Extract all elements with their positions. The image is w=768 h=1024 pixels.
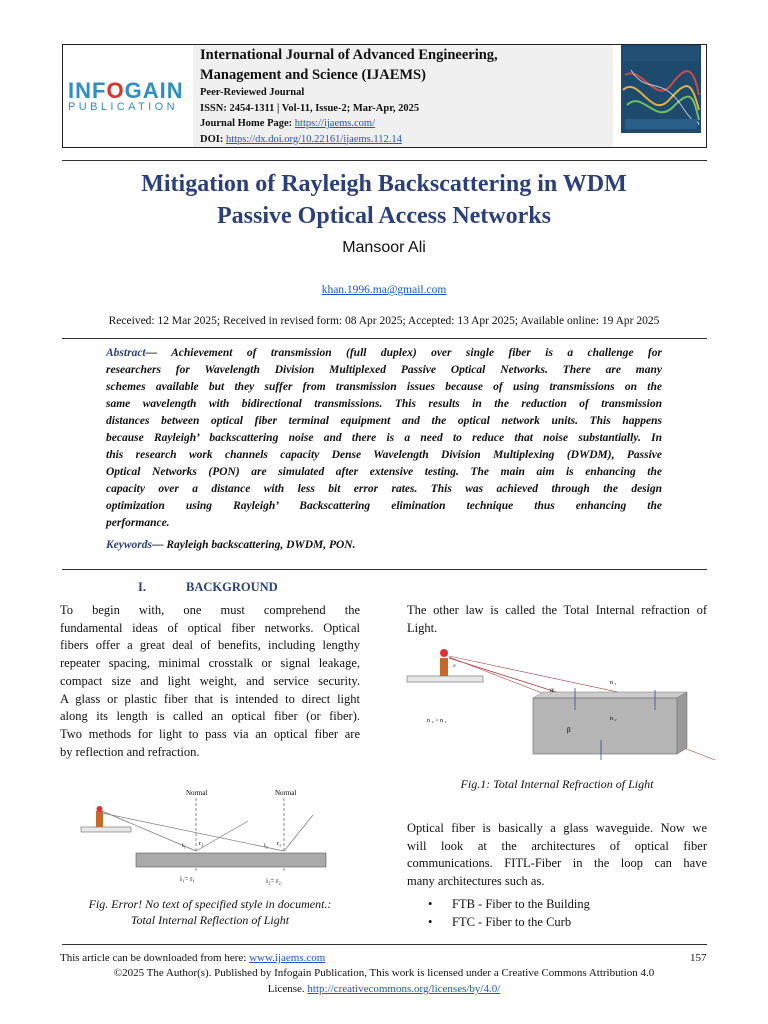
abstract-line: because Rayleigh’ backscattering noise and there is a need to reduce that noise substantially. In bbox=[106, 432, 662, 444]
background-line: Two methods for light to pass via an optical fiber are bbox=[60, 726, 360, 741]
author-name: Mansoor Ali bbox=[342, 239, 426, 256]
label-i1: i₁ bbox=[182, 842, 187, 849]
peer-reviewed: Peer-Reviewed Journal bbox=[200, 87, 305, 98]
normal-label-2: Normal bbox=[275, 789, 297, 797]
publisher-logo: INFOGAIN PUBLICATION bbox=[68, 78, 184, 113]
waveguide-line: Optical fiber is basically a glass waveguide. Now we bbox=[407, 821, 707, 835]
background-line: fibers offer a great deal of benefits, including lengthy bbox=[60, 638, 360, 653]
journal-title: International Journal of Advanced Engineering, bbox=[200, 47, 498, 63]
abstract-line: researchers for Wavelength Division Multiplexed Passive Optical Networks. There are many bbox=[106, 364, 662, 376]
label-a: a bbox=[453, 663, 456, 669]
issn-line: ISSN: 2454-1311 | Vol-11, Issue-2; Mar-Apr, 2025 bbox=[200, 102, 420, 114]
list-item: • FTB - Fiber to the Building bbox=[428, 897, 590, 911]
bullet-list bbox=[428, 895, 590, 931]
abstract-line: capacity over a distance with less bit error rates. This was achieved through the design bbox=[106, 483, 662, 495]
section-number: I. bbox=[138, 580, 146, 594]
abstract-bottom-rule bbox=[62, 569, 707, 570]
abstract-line: schemes available but they suffer from transmission issues because of using transmissions on the bbox=[106, 381, 662, 393]
journal-cover-image bbox=[621, 45, 701, 133]
homepage-line: Journal Home Page: https://ijaems.com/ bbox=[200, 118, 375, 129]
waveguide-line: communications. FITL-Fiber in the loop can have bbox=[407, 856, 707, 871]
waveguide-line: will look at the architectures of optical fiber bbox=[407, 838, 707, 853]
waveguide-paragraph bbox=[407, 820, 707, 891]
other-law-line: Light. bbox=[407, 620, 438, 635]
license-link[interactable]: http://creativecommons.org/licenses/by/4.0/ bbox=[307, 983, 501, 995]
author-email-row bbox=[0, 284, 768, 296]
abstract-line: Optical Networks (PON) are simulated after extensive testing. The main aim is enhancing the bbox=[106, 466, 662, 478]
journal-info bbox=[200, 45, 610, 147]
keywords: Keywords— Rayleigh backscattering, DWDM, PON. bbox=[106, 539, 356, 551]
footer-rule bbox=[62, 944, 707, 945]
download-line: This article can be downloaded from here: www.ijaems.com bbox=[60, 952, 326, 964]
license-text: ©2025 The Author(s). Published by Infogain Publication, This work is licensed under a Creative Commons Attribution 4.0 License. http://creativecommons.org/licenses/by/4.0/ bbox=[113, 967, 655, 995]
reflection-figure bbox=[78, 783, 338, 888]
abstract-line: performance. bbox=[106, 517, 170, 529]
eq-1: i₁= r₁ bbox=[180, 875, 195, 883]
background-line: along its length is called an optical fiber (or fiber). bbox=[60, 709, 360, 724]
doi-line: DOI: https://dx.doi.org/10.22161/ijaems.112.14 bbox=[200, 133, 402, 145]
header-rule bbox=[62, 160, 707, 161]
fig-right-caption: Fig.1: Total Internal Refraction of Light bbox=[460, 777, 654, 791]
label-r1: r₁ bbox=[199, 840, 204, 847]
label-n-relation: n ₂ > n ₁ bbox=[427, 718, 447, 724]
abstract bbox=[106, 345, 662, 532]
fig-left-caption: Fig. Error! No text of specified style in document.: Total Internal Reflection of Light bbox=[88, 897, 332, 927]
label-alpha: α bbox=[550, 686, 554, 694]
background-line: A glass or plastic fiber that is intended to direct light bbox=[60, 691, 360, 706]
abstract-line: this research work channels capacity Dense Wavelength Division Multiplexing (DWDM), Passive bbox=[106, 449, 662, 461]
abstract-top-rule bbox=[62, 338, 707, 339]
homepage-link[interactable]: https://ijaems.com/ bbox=[294, 118, 375, 129]
background-line: fundamental ideas of optical fiber networks. Optical bbox=[60, 620, 360, 635]
abstract-line: distances between optical fiber terminal equipment and the optical network units. This happens bbox=[106, 415, 662, 427]
background-line: by reflection and refraction. bbox=[60, 744, 200, 759]
abstract-line: optimization using Rayleigh’ Backscattering elimination technique thus enhancing the bbox=[106, 500, 662, 512]
refraction-figure bbox=[405, 640, 717, 768]
section-heading: BACKGROUND bbox=[186, 580, 278, 594]
background-line: repeater spacing, minimal crosstalk or signal leakage, bbox=[60, 656, 360, 671]
journal-title-2: Management and Science (IJAEMS) bbox=[200, 67, 426, 83]
dates-line: Received: 12 Mar 2025; Received in revised form: 08 Apr 2025; Accepted: 13 Apr 2025; Available online: 19 Apr 2025 bbox=[108, 315, 660, 327]
waveguide-line: many architectures such as. bbox=[407, 874, 545, 889]
label-i2: i₂ bbox=[264, 842, 269, 849]
label-beta: β bbox=[567, 726, 571, 734]
background-line: compact size and light weight, and service security. bbox=[60, 673, 360, 688]
download-link[interactable]: www.ijaems.com bbox=[249, 952, 326, 964]
background-paragraph bbox=[60, 602, 360, 761]
author-email-link[interactable]: khan.1996.ma@gmail.com bbox=[321, 284, 447, 296]
abstract-line: same wavelength with bidirectional transmissions. This results in the reduction of transmission bbox=[106, 398, 662, 410]
background-line: To begin with, one must comprehend the bbox=[60, 603, 360, 617]
page-number: 157 bbox=[690, 952, 707, 964]
list-item: • FTC - Fiber to the Curb bbox=[428, 915, 572, 929]
abstract-line: Abstract— Achievement of transmission (full duplex) over single fiber is a challenge for bbox=[106, 347, 662, 359]
paper-title: Mitigation of Rayleigh Backscattering in WDM Passive Optical Access Networks bbox=[141, 171, 627, 229]
label-n1: n ₁ bbox=[610, 680, 617, 686]
doi-link[interactable]: https://dx.doi.org/10.22161/ijaems.112.14 bbox=[225, 133, 402, 145]
label-n2: n ₂ bbox=[610, 716, 617, 722]
eq-2: i₂= r₂ bbox=[266, 877, 281, 885]
label-r2: r₂ bbox=[277, 840, 282, 847]
other-law-line: The other law is called the Total Internal refraction of bbox=[407, 603, 707, 617]
other-law-paragraph bbox=[407, 602, 707, 637]
normal-label-1: Normal bbox=[186, 789, 208, 797]
